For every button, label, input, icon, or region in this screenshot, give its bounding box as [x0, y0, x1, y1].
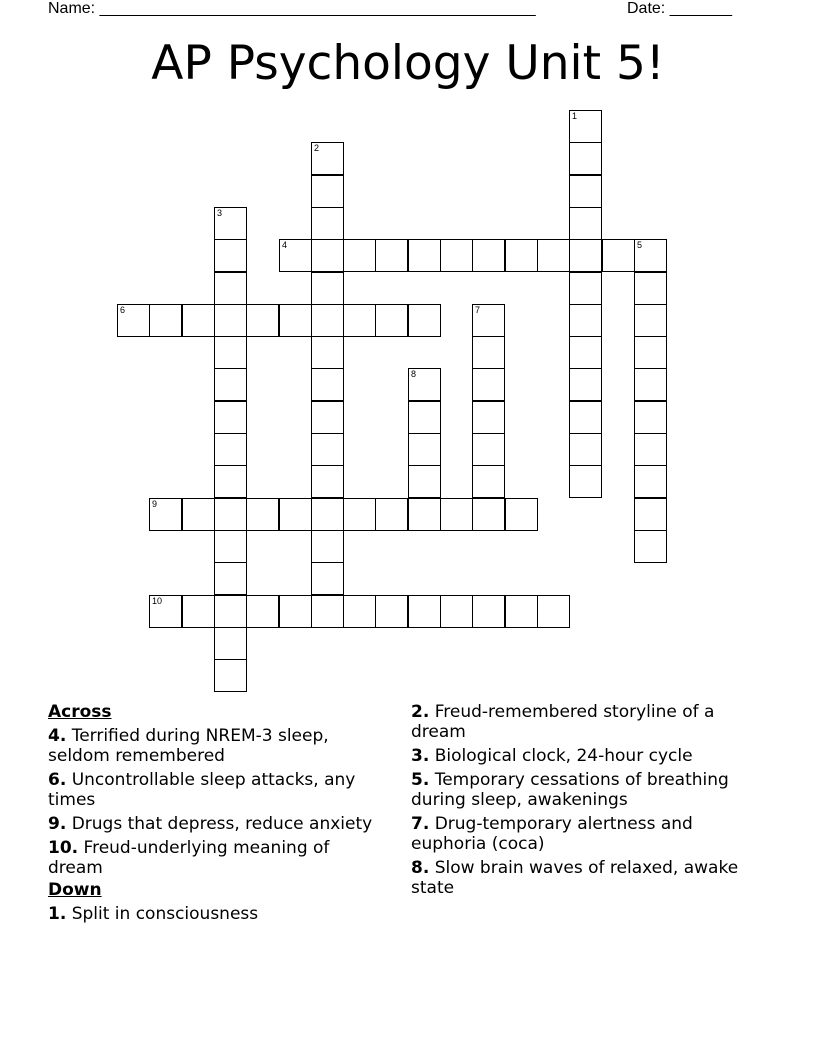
grid-cell[interactable] — [634, 530, 667, 563]
clue-number: 7. — [411, 814, 430, 834]
grid-cell[interactable] — [214, 465, 247, 498]
grid-cell[interactable] — [634, 498, 667, 531]
grid-cell[interactable] — [472, 368, 505, 401]
grid-cell[interactable] — [408, 498, 441, 531]
clue-down-7 — [411, 814, 771, 854]
grid-cell[interactable] — [214, 336, 247, 369]
date-field[interactable]: _______ — [669, 0, 732, 17]
grid-cell[interactable] — [214, 627, 247, 660]
clue-text: Slow brain waves of relaxed, awake state — [411, 858, 739, 898]
grid-cell[interactable] — [569, 239, 602, 272]
clue-number: 1. — [48, 904, 67, 924]
grid-cell[interactable] — [311, 401, 344, 434]
page-title: AP Psychology Unit 5! — [151, 36, 665, 91]
grid-cell[interactable] — [311, 336, 344, 369]
down-heading: Down — [48, 880, 102, 900]
grid-cell[interactable] — [311, 239, 344, 272]
cell-number: 4 — [282, 240, 288, 250]
grid-cell[interactable] — [472, 465, 505, 498]
grid-cell[interactable] — [311, 272, 344, 305]
grid-cell[interactable] — [343, 304, 376, 337]
clue-text: Freud-remembered storyline of a dream — [411, 702, 715, 742]
cell-number: 10 — [152, 596, 163, 606]
grid-cell[interactable] — [214, 562, 247, 595]
grid-cell[interactable] — [149, 595, 182, 628]
grid-cell[interactable] — [472, 433, 505, 466]
grid-cell[interactable] — [408, 304, 441, 337]
grid-cell[interactable] — [634, 304, 667, 337]
grid-cell[interactable] — [214, 659, 247, 692]
grid-cell[interactable] — [472, 595, 505, 628]
grid-cell[interactable] — [440, 595, 473, 628]
grid-cell[interactable] — [311, 207, 344, 240]
grid-cell[interactable] — [408, 465, 441, 498]
grid-cell[interactable] — [311, 433, 344, 466]
cell-number: 2 — [314, 143, 320, 153]
cell-number: 9 — [152, 499, 158, 509]
cell-number: 7 — [475, 305, 481, 315]
clue-number: 5. — [411, 770, 430, 790]
grid-cell[interactable] — [343, 239, 376, 272]
cell-number: 6 — [120, 305, 126, 315]
grid-cell[interactable] — [569, 110, 602, 143]
clue-number: 10. — [48, 838, 79, 858]
clue-text: Drug-temporary alertness and euphoria (coca) — [411, 814, 693, 854]
grid-cell[interactable] — [602, 239, 635, 272]
grid-cell[interactable] — [634, 401, 667, 434]
grid-cell[interactable] — [279, 498, 312, 531]
clue-number: 8. — [411, 858, 430, 878]
grid-cell[interactable] — [311, 465, 344, 498]
grid-cell[interactable] — [408, 433, 441, 466]
grid-cell[interactable] — [569, 207, 602, 240]
grid-cell[interactable] — [634, 336, 667, 369]
grid-cell[interactable] — [634, 465, 667, 498]
grid-cell[interactable] — [214, 530, 247, 563]
grid-cell[interactable] — [182, 498, 215, 531]
grid-cell[interactable] — [440, 239, 473, 272]
grid-cell[interactable] — [343, 498, 376, 531]
grid-cell[interactable] — [569, 175, 602, 208]
clue-number: 9. — [48, 814, 67, 834]
cell-number: 8 — [411, 369, 417, 379]
grid-cell[interactable] — [182, 304, 215, 337]
grid-cell[interactable] — [149, 304, 182, 337]
grid-cell[interactable] — [472, 336, 505, 369]
grid-cell[interactable] — [472, 304, 505, 337]
name-field[interactable]: _________________________________________________ — [99, 0, 536, 17]
grid-cell[interactable] — [375, 498, 408, 531]
grid-cell[interactable] — [569, 401, 602, 434]
grid-cell[interactable] — [311, 304, 344, 337]
grid-cell[interactable] — [246, 498, 279, 531]
grid-cell[interactable] — [279, 304, 312, 337]
clue-number: 6. — [48, 770, 67, 790]
clue-across-4 — [48, 726, 388, 766]
grid-cell[interactable] — [311, 530, 344, 563]
clue-text: Split in consciousness — [71, 904, 259, 924]
grid-cell[interactable] — [505, 498, 538, 531]
clues-left-column — [48, 702, 388, 928]
grid-cell[interactable] — [634, 433, 667, 466]
grid-cell[interactable] — [375, 304, 408, 337]
clue-text: Uncontrollable sleep attacks, any times — [48, 770, 356, 810]
date-label: Date: — [627, 0, 666, 17]
grid-cell[interactable] — [569, 368, 602, 401]
cell-number: 3 — [217, 208, 223, 218]
grid-cell[interactable] — [408, 401, 441, 434]
grid-cell[interactable] — [569, 433, 602, 466]
grid-cell[interactable] — [569, 465, 602, 498]
grid-cell[interactable] — [214, 368, 247, 401]
clue-text: Biological clock, 24-hour cycle — [434, 746, 693, 766]
grid-cell[interactable] — [343, 595, 376, 628]
grid-cell[interactable] — [279, 239, 312, 272]
grid-cell[interactable] — [311, 595, 344, 628]
grid-cell[interactable] — [408, 368, 441, 401]
clue-across-6 — [48, 770, 388, 810]
clue-down-5 — [411, 770, 771, 810]
clue-down-2 — [411, 702, 771, 742]
clue-text: Drugs that depress, reduce anxiety — [71, 814, 373, 834]
grid-cell[interactable] — [311, 498, 344, 531]
grid-cell[interactable] — [472, 239, 505, 272]
name-label: Name: — [48, 0, 96, 17]
clue-across-10 — [48, 838, 388, 878]
clue-text: Temporary cessations of breathing during sleep, awakenings — [411, 770, 729, 810]
grid-cell[interactable] — [246, 595, 279, 628]
grid-cell[interactable] — [311, 368, 344, 401]
grid-cell[interactable] — [375, 595, 408, 628]
across-heading: Across — [48, 702, 112, 722]
grid-cell[interactable] — [311, 142, 344, 175]
grid-cell[interactable] — [214, 498, 247, 531]
grid-cell[interactable] — [569, 304, 602, 337]
clue-number: 3. — [411, 746, 430, 766]
grid-cell[interactable] — [634, 239, 667, 272]
grid-cell[interactable] — [311, 175, 344, 208]
grid-cell[interactable] — [214, 239, 247, 272]
grid-cell[interactable] — [569, 336, 602, 369]
clue-number: 4. — [48, 726, 67, 746]
grid-cell[interactable] — [537, 595, 570, 628]
clue-across-9 — [48, 814, 388, 834]
cell-number: 5 — [637, 240, 643, 250]
grid-cell[interactable] — [505, 595, 538, 628]
grid-cell[interactable] — [537, 239, 570, 272]
grid-cell[interactable] — [311, 562, 344, 595]
grid-cell[interactable] — [634, 272, 667, 305]
clue-text: Terrified during NREM-3 sleep, seldom remembered — [48, 726, 329, 766]
grid-cell[interactable] — [149, 498, 182, 531]
grid-cell[interactable] — [440, 498, 473, 531]
grid-cell[interactable] — [246, 304, 279, 337]
grid-cell[interactable] — [408, 595, 441, 628]
grid-cell[interactable] — [569, 142, 602, 175]
grid-cell[interactable] — [214, 433, 247, 466]
grid-cell[interactable] — [214, 595, 247, 628]
clues-right-column — [411, 702, 771, 902]
grid-cell[interactable] — [569, 272, 602, 305]
grid-cell[interactable] — [375, 239, 408, 272]
grid-cell[interactable] — [408, 239, 441, 272]
grid-cell[interactable] — [214, 207, 247, 240]
grid-cell[interactable] — [214, 304, 247, 337]
cell-number: 1 — [572, 111, 578, 121]
grid-cell[interactable] — [117, 304, 150, 337]
clue-text: Freud-underlying meaning of dream — [48, 838, 330, 878]
clue-down-8 — [411, 858, 771, 898]
clue-down-1 — [48, 904, 388, 924]
grid-cell[interactable] — [279, 595, 312, 628]
grid-cell[interactable] — [214, 401, 247, 434]
grid-cell[interactable] — [214, 272, 247, 305]
grid-cell[interactable] — [472, 401, 505, 434]
clue-number: 2. — [411, 702, 430, 722]
grid-cell[interactable] — [472, 498, 505, 531]
grid-cell[interactable] — [182, 595, 215, 628]
grid-cell[interactable] — [505, 239, 538, 272]
clue-down-3 — [411, 746, 771, 766]
grid-cell[interactable] — [634, 368, 667, 401]
